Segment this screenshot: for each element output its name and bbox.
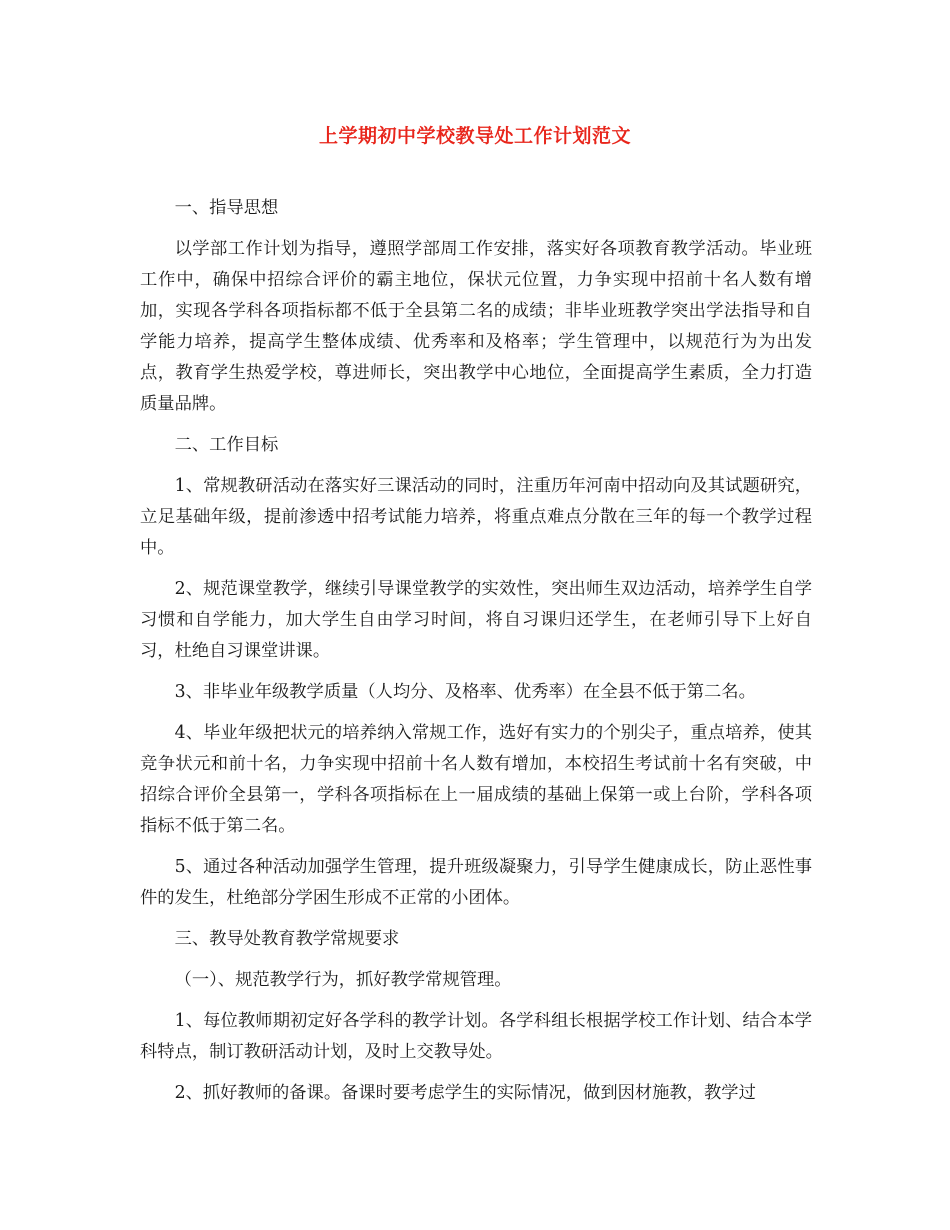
paragraph: 4、毕业年级把状元的培养纳入常规工作，选好有实力的个别尖子，重点培养，使其竞争状元和前十名，力争实现中招前十名人数有增加，本校招生考试前十名有突破，中招综合评价全县第一，学科各项指标在上一届成绩的基础上保第一或上台阶，学科各项指标不低于第二名。 <box>140 723 812 836</box>
paragraph: 1、每位教师期初定好各学科的教学计划。各学科组长根据学校工作计划、结合本学科特点，制订教研活动计划，及时上交教导处。 <box>140 1011 812 1062</box>
paragraph: 3、非毕业年级教学质量（人均分、及格率、优秀率）在全县不低于第二名。 <box>174 682 756 702</box>
paragraph: 以学部工作计划为指导，遵照学部周工作安排，落实好各项教育教学活动。毕业班工作中，确保中招综合评价的霸主地位，保状元位置，力争实现中招前十名人数有增加，实现各学科各项指标都不低于全县第二名的成绩；非毕业班教学突出学法指导和自学能力培养，提高学生整体成绩、优秀率和及格率；学生管理中，以规范行为为出发点，教育学生热爱学校，尊进师长，突出教学中心地位，全面提高学生素质，全力打造质量品牌。 <box>140 239 812 414</box>
paragraph: 2、规范课堂教学，继续引导课堂教学的实效性，突出师生双边活动，培养学生自学习惯和自学能力，加大学生自由学习时间，将自习课归还学生，在老师引导下上好自习，杜绝自习课堂讲课。 <box>140 579 812 661</box>
section-heading: 三、教导处教育教学常规要求 <box>174 929 400 949</box>
paragraph: 5、通过各种活动加强学生管理，提升班级凝聚力，引导学生健康成长，防止恶性事件的发生，杜绝部分学困生形成不正常的小团体。 <box>140 857 812 908</box>
paragraph: 2、抓好教师的备课。备课时要考虑学生的实际情况，做到因材施教，教学过 <box>174 1083 756 1103</box>
section-heading: 二、工作目标 <box>174 435 279 455</box>
paragraph: 1、常规教研活动在落实好三课活动的同时，注重历年河南中招动向及其试题研究，立足基础年级，提前渗透中招考试能力培养，将重点难点分散在三年的每一个教学过程中。 <box>140 476 812 558</box>
section-heading: （一）、规范教学行为，抓好教学常规管理。 <box>174 970 512 990</box>
document-body <box>140 193 812 1109</box>
document-title: 上学期初中学校教导处工作计划范文 <box>318 125 631 147</box>
section-heading: 一、指导思想 <box>174 198 279 218</box>
